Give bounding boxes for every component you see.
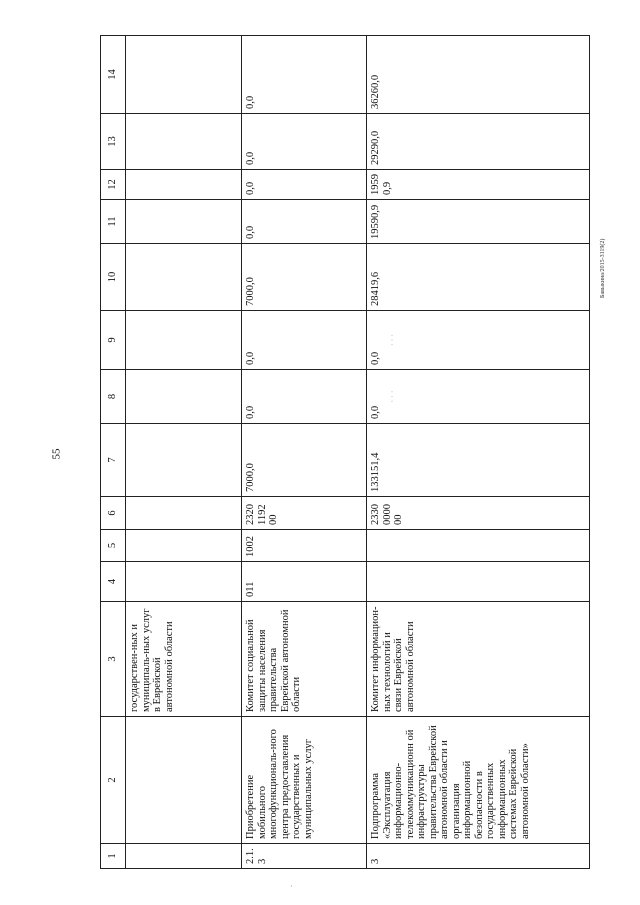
- cell-value: 0,0: [242, 200, 367, 244]
- cell-name: [126, 717, 242, 844]
- cell-csr: [126, 497, 242, 530]
- column-number-row: [101, 36, 126, 869]
- cell-responsible: Комитет социальной защиты населения правительства Еврейской автономной области: [242, 602, 367, 717]
- cell-value-text: 0,0: [370, 351, 381, 365]
- faint-mark: · · ·: [387, 390, 397, 403]
- cell-value: [367, 370, 590, 424]
- cell-value: [367, 311, 590, 370]
- cell-csr: 2330 0000 00: [367, 497, 590, 530]
- cell-name: Подпрограмма «Эксплуатация информационно-телекоммуникационн ой инфраструктуры правительства Еврейской автономной области и организация информационной безопасности в государственных информационных системах Еврейской автономной области»: [367, 717, 590, 844]
- cell-name: Приобретение мобильного многофункциональ-ного центра предоставления государственных и муниципальных услуг: [242, 717, 367, 844]
- cell-total: [126, 424, 242, 497]
- cell-grbs: [367, 562, 590, 602]
- page-number: 55: [50, 448, 63, 460]
- column-number: 5: [101, 530, 126, 562]
- cell-index: [126, 844, 242, 869]
- cell-value: [126, 200, 242, 244]
- cell-value: 0,0: [242, 36, 367, 114]
- column-number: 11: [101, 200, 126, 244]
- document-footer-code: Бавыкина/2015-3119(2): [600, 238, 606, 298]
- column-number: 1: [101, 844, 126, 869]
- column-number: 12: [101, 170, 126, 200]
- cell-value: 19590,9: [367, 200, 590, 244]
- cell-rzpr: [367, 530, 590, 562]
- cell-value: [126, 370, 242, 424]
- cell-total: 7000,0: [242, 424, 367, 497]
- column-number: 4: [101, 562, 126, 602]
- cell-responsible: Комитет информацион-ных технологий и связи Еврейской автономной области: [367, 602, 590, 717]
- column-number: 13: [101, 114, 126, 170]
- cell-value: [126, 170, 242, 200]
- column-number: 10: [101, 244, 126, 311]
- column-number: 2: [101, 717, 126, 844]
- column-number: 9: [101, 311, 126, 370]
- cell-value: [126, 311, 242, 370]
- cell-rzpr: 1002: [242, 530, 367, 562]
- budget-table: [100, 35, 590, 869]
- cell-total: 133151,4: [367, 424, 590, 497]
- cell-responsible: государствен-ных и муниципаль-ных услуг в Еврейской автономной области: [126, 602, 242, 717]
- cell-value: 0,0: [242, 170, 367, 200]
- column-number: 7: [101, 424, 126, 497]
- stray-mark: ·: [290, 882, 293, 891]
- cell-grbs: [126, 562, 242, 602]
- column-number: 14: [101, 36, 126, 114]
- column-number: 3: [101, 602, 126, 717]
- cell-value: 0,0: [242, 370, 367, 424]
- rotated-table-container: [100, 69, 590, 869]
- cell-value: 0,0: [242, 311, 367, 370]
- table-row: [367, 36, 590, 869]
- cell-value: 7000,0: [242, 244, 367, 311]
- cell-csr: 2320 1192 00: [242, 497, 367, 530]
- column-number: 6: [101, 497, 126, 530]
- cell-value: [126, 114, 242, 170]
- faint-mark: · · ·: [387, 334, 397, 346]
- column-number: 8: [101, 370, 126, 424]
- cell-rzpr: [126, 530, 242, 562]
- cell-value-text: 0,0: [370, 405, 381, 419]
- cell-value: [126, 36, 242, 114]
- cell-value: 19590,9: [367, 170, 590, 200]
- cell-value: 36260,0: [367, 36, 590, 114]
- table-row: [242, 36, 367, 869]
- cell-value: 28419,6: [367, 244, 590, 311]
- table-row: [126, 36, 242, 869]
- cell-index: 3: [367, 844, 590, 869]
- cell-value: 0,0: [242, 114, 367, 170]
- cell-grbs: 011: [242, 562, 367, 602]
- cell-value: [126, 244, 242, 311]
- cell-value: 29290,0: [367, 114, 590, 170]
- cell-index: 2.1.3: [242, 844, 367, 869]
